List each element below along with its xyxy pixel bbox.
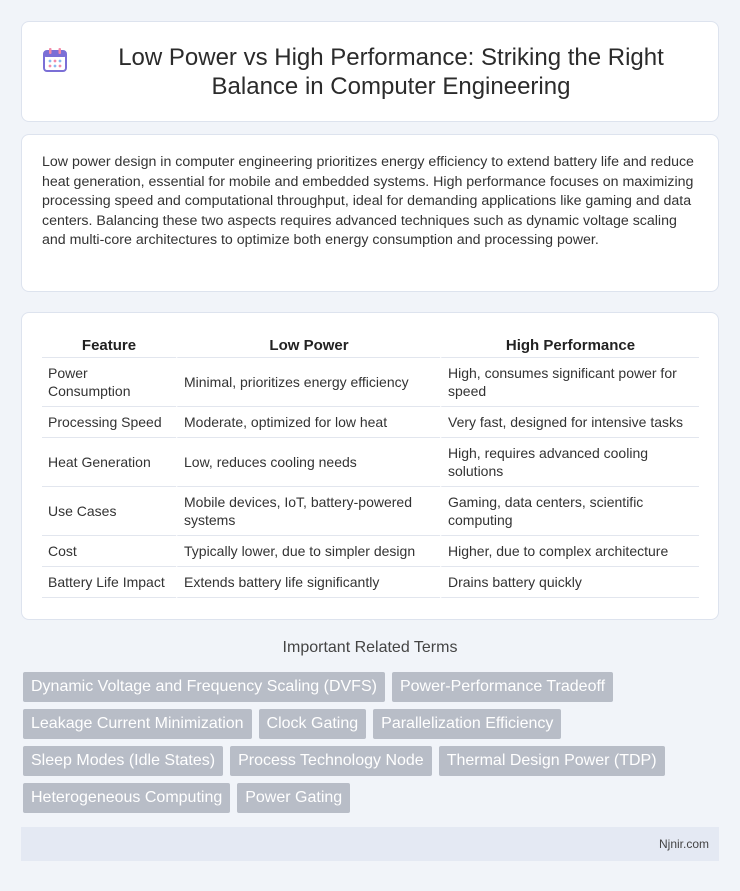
table-cell: Low, reduces cooling needs (176, 438, 440, 487)
intro-text: Low power design in computer engineering prioritizes energy efficiency to extend battery life and reduce heat generation, essential for mobile and embedded systems. High performance focuses on maximizing processing speed and computational throughput, ideal for demanding applications like gaming and data centers. Balancing these two aspects requires advanced techniques such as dynamic voltage scaling and multi-core architectures to optimize both energy consumption and processing power. (42, 154, 694, 249)
tag-row (23, 672, 723, 702)
tag-row (23, 746, 723, 776)
header-high-performance: High Performance (440, 333, 699, 358)
tag-leakage-current[interactable]: Leakage Current Minimization (23, 709, 252, 739)
header-feature: Feature (42, 333, 176, 358)
tag-sleep-modes[interactable]: Sleep Modes (Idle States) (23, 746, 223, 776)
table-cell: Power Consumption (42, 358, 176, 407)
table-cell: Heat Generation (42, 438, 176, 487)
table-cell: High, consumes significant power for speed (440, 358, 699, 407)
table-cell: Mobile devices, IoT, battery-powered systems (176, 487, 440, 536)
tag-process-node[interactable]: Process Technology Node (230, 746, 432, 776)
related-terms-title: Important Related Terms (282, 639, 458, 656)
table-header-row (42, 333, 699, 358)
table-cell: High, requires advanced cooling solutions (440, 438, 699, 487)
table-row (42, 407, 699, 438)
table-cell: Moderate, optimized for low heat (176, 407, 440, 438)
table-row (42, 487, 699, 536)
table-cell: Gaming, data centers, scientific computing (440, 487, 699, 536)
table-cell: Battery Life Impact (42, 567, 176, 598)
tag-heterogeneous-computing[interactable]: Heterogeneous Computing (23, 783, 230, 813)
table-cell: Cost (42, 536, 176, 567)
table-row (42, 567, 699, 598)
table-cell: Higher, due to complex architecture (440, 536, 699, 567)
header-low-power: Low Power (176, 333, 440, 358)
tag-power-gating[interactable]: Power Gating (237, 783, 350, 813)
comparison-card (21, 312, 719, 620)
table-cell: Drains battery quickly (440, 567, 699, 598)
tag-clock-gating[interactable]: Clock Gating (259, 709, 367, 739)
tag-row (23, 709, 723, 739)
table-cell: Very fast, designed for intensive tasks (440, 407, 699, 438)
table-cell: Processing Speed (42, 407, 176, 438)
page-title: Low Power vs High Performance: Striking the Right Balance in Computer Engineering (118, 43, 664, 100)
tag-power-performance-tradeoff[interactable]: Power-Performance Tradeoff (392, 672, 613, 702)
related-terms-list (23, 672, 723, 820)
footer (21, 827, 719, 861)
tag-dvfs[interactable]: Dynamic Voltage and Frequency Scaling (DVFS) (23, 672, 385, 702)
table-cell: Minimal, prioritizes energy efficiency (176, 358, 440, 407)
table-cell: Extends battery life significantly (176, 567, 440, 598)
calendar-icon (42, 47, 68, 73)
table-cell: Typically lower, due to simpler design (176, 536, 440, 567)
table-row (42, 358, 699, 407)
footer-site-link[interactable]: Njnir.com (658, 837, 709, 851)
table-row (42, 438, 699, 487)
tag-tdp[interactable]: Thermal Design Power (TDP) (439, 746, 665, 776)
title-card (21, 21, 719, 122)
table-cell: Use Cases (42, 487, 176, 536)
tag-parallelization[interactable]: Parallelization Efficiency (373, 709, 561, 739)
table-row (42, 536, 699, 567)
comparison-table (42, 333, 699, 598)
tag-row (23, 783, 723, 813)
intro-card (21, 134, 719, 292)
